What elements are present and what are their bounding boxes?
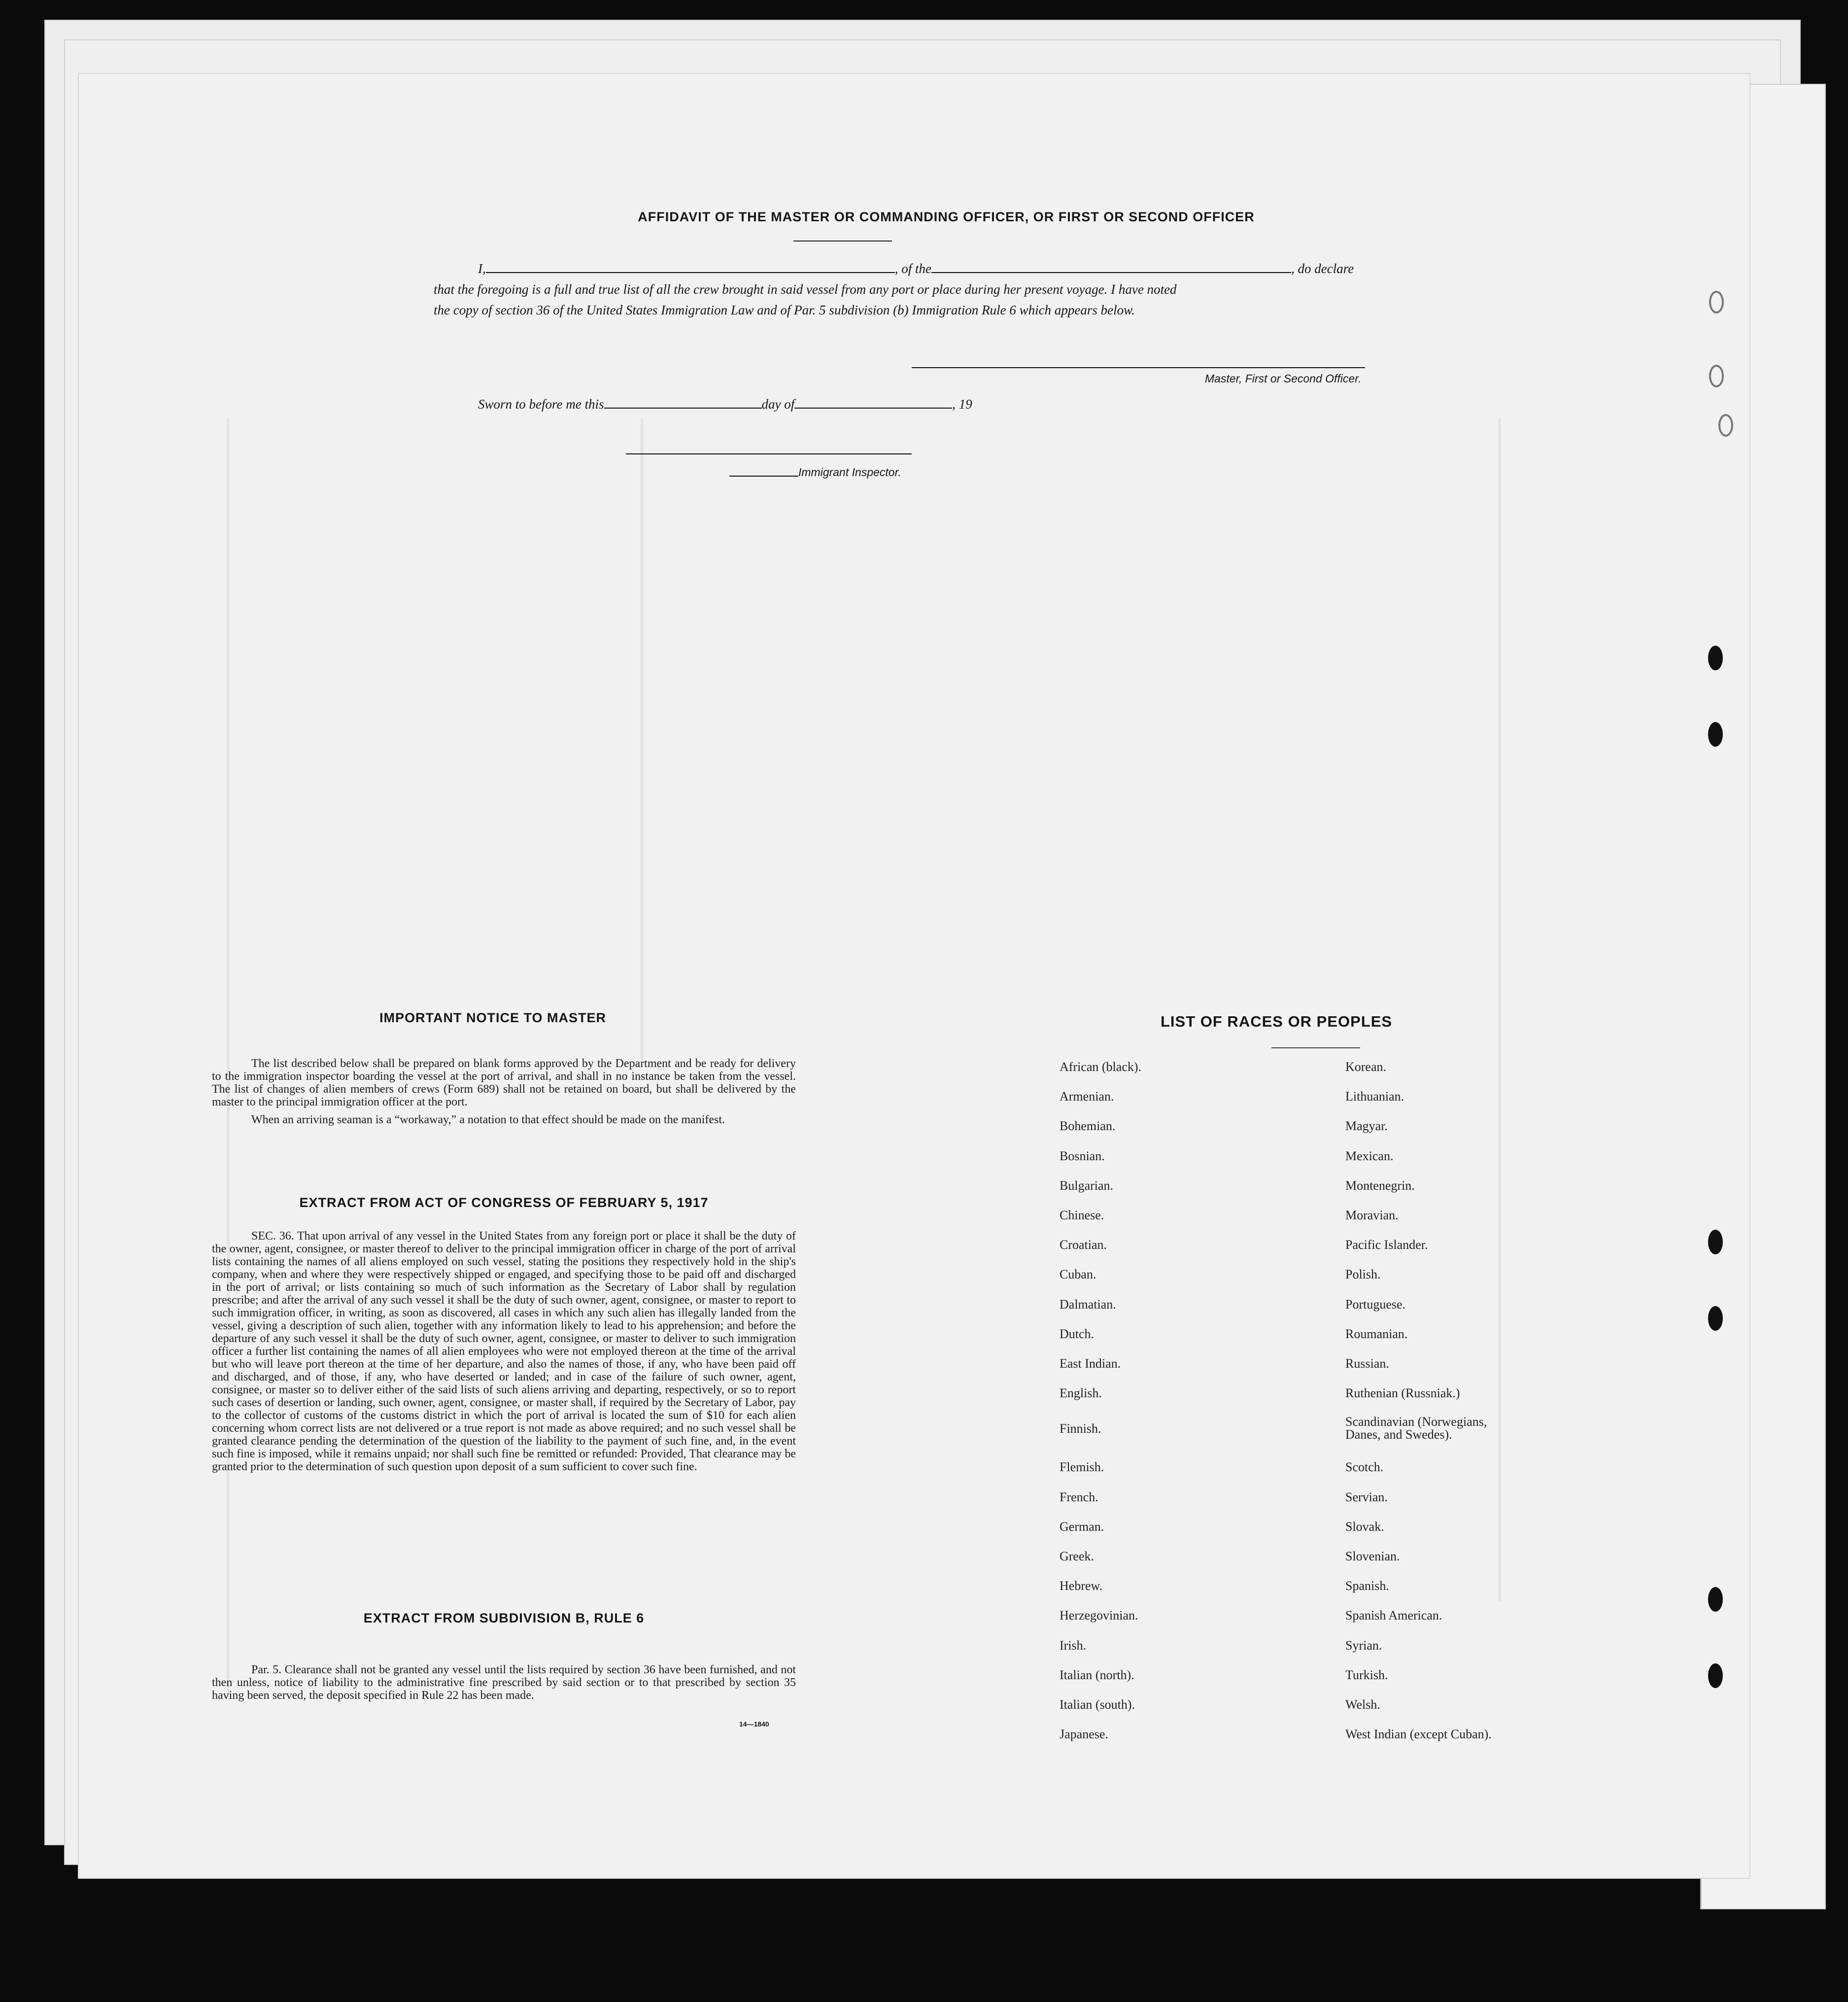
race-item: Servian. [1345,1489,1388,1504]
race-item: Bulgarian. [1060,1178,1114,1193]
race-item: Mexican. [1345,1148,1394,1163]
race-item: Japanese. [1060,1727,1108,1742]
day-of-text: day of [761,397,795,412]
race-item: African (black). [1060,1060,1142,1074]
race-item: Portuguese. [1345,1297,1406,1312]
affidavit-declare: , do declare [1291,261,1354,276]
race-item: Armenian. [1060,1089,1114,1104]
race-item: Bohemian. [1060,1119,1116,1134]
manifest-reverse-page [79,74,1749,1878]
race-item: Greek. [1060,1549,1095,1563]
vessel-blank[interactable] [931,270,1291,273]
inspector-signature-line[interactable] [626,453,912,454]
race-item: Cuban. [1060,1267,1096,1282]
affidavit-i: I, [478,261,486,276]
race-item: Spanish American. [1345,1608,1442,1623]
race-item: West Indian (except Cuban). [1345,1727,1492,1742]
sworn-line [478,397,972,412]
race-item: Slovenian. [1345,1549,1400,1563]
binder-hole [1709,291,1724,313]
affidavit-line-1 [478,261,1354,276]
act-heading: EXTRACT FROM ACT OF CONGRESS OF FEBRUARY 5, 1917 [299,1195,709,1210]
race-item: Moravian. [1345,1208,1399,1222]
race-item: Syrian. [1345,1638,1382,1653]
notice-paragraph-2: When an arriving seaman is a “workaway,” a notation to that effect should be made on the manifest. [251,1113,725,1126]
rule-paragraph: Par. 5. Clearance shall not be granted any vessel until the lists required by section 36 have been furnished, and not then unless, notice of liability to the administrative fine prescribed by said section or to that prescribed by section 35 having been served, the deposit specified in Rule 22 has been made. [212,1663,796,1702]
binder-hole [1708,1306,1723,1331]
bleed-through-mark [641,419,644,1060]
race-item: Korean. [1345,1060,1387,1074]
races-title: LIST OF RACES OR PEOPLES [1161,1013,1393,1030]
race-item: Welsh. [1345,1697,1380,1712]
binder-hole [1709,365,1724,387]
race-item: Turkish. [1345,1667,1388,1682]
binder-hole [1718,414,1733,437]
rule-heading: EXTRACT FROM SUBDIVISION B, RULE 6 [363,1611,645,1625]
race-item: Chinese. [1060,1208,1104,1222]
master-signature-line[interactable] [912,367,1365,368]
race-item: Italian (north). [1060,1667,1134,1682]
affidavit-of-the: , of the [894,261,931,276]
race-item: Slovak. [1345,1519,1384,1534]
race-item: Dalmatian. [1060,1297,1116,1312]
rule-body [212,1663,796,1707]
day-blank[interactable] [604,406,762,409]
race-item: French. [1060,1489,1098,1504]
notice-body [212,1057,796,1131]
race-item: Lithuanian. [1345,1089,1404,1104]
month-blank[interactable] [794,406,952,409]
race-item: Croatian. [1060,1238,1107,1252]
act-body [212,1230,796,1478]
race-item: Scandinavian (Norwegians, Danes, and Swedes). [1345,1415,1487,1442]
notice-heading: IMPORTANT NOTICE TO MASTER [379,1010,606,1025]
inspector-label: Immigrant Inspector. [798,466,901,479]
race-item: English. [1060,1386,1102,1401]
race-item: Hebrew. [1060,1579,1103,1593]
master-signature-label: Master, First or Second Officer. [1205,372,1362,385]
notice-paragraph-1: The list described below shall be prepared on blank forms approved by the Department and be ready for delivery to the immigration inspector boarding the vessel at the port of arrival, and shall in no instance be taken from the vessel. The list of changes of alien members of crews (Form 689) shall not be retained on board, but shall be delivered by the master to the principal immigration officer at the port. [212,1057,796,1108]
race-item: Montenegrin. [1345,1178,1415,1193]
title-rule [793,241,892,242]
sworn-text: Sworn to before me this [478,397,604,412]
affidavit-line-2: that the foregoing is a full and true list of all the crew brought in said vessel from any port or place during her present voyage. I have noted [434,282,1177,297]
race-item: Bosnian. [1060,1148,1105,1163]
year-text: , 19 [952,397,972,412]
race-item: Ruthenian (Russniak.) [1345,1386,1460,1401]
race-item: Irish. [1060,1638,1087,1653]
inspector-short-line [729,476,798,477]
binder-hole [1708,1587,1723,1612]
race-item: Spanish. [1345,1579,1389,1593]
race-item: Pacific Islander. [1345,1238,1428,1252]
affidavit-title: AFFIDAVIT OF THE MASTER OR COMMANDING OFFICER, OR FIRST OR SECOND OFFICER [638,209,1255,224]
race-item: Italian (south). [1060,1697,1135,1712]
form-code: 14—1840 [739,1720,769,1728]
binder-hole [1708,722,1723,747]
binder-hole [1708,1230,1723,1254]
act-section-36: SEC. 36. That upon arrival of any vessel in the United States from any foreign port or place it shall be the duty of the owner, agent, consignee, or master thereof to deliver to the principal immigration officer in charge of the port of arrival lists containing the names of all aliens employed on such vessel, stating the positions they respectively hold in the ship's company, when and where they were respectively shipped or engaged, and specifying those to be paid off and discharged in the port of arrival; or lists containing so much of such information as the Secretary of Labor shall by regulation prescribe; and after the arrival of any such vessel it shall be the duty of such owner, agent, consignee, or master to report to such immigration officer, in writing, as soon as discovered, all cases in which any such alien has illegally landed from the vessel, giving a description of such alien, together with any information likely to lead to his apprehension; and before the departure of any such vessel it shall be the duty of such owner, agent, consignee, or master to deliver to such immigration officer a further list containing the names of all alien employees who were not employed thereon at the time of the arrival but who will leave port thereon at the time of her departure, and also the names of those, if any, who have been paid off and discharged, and of those, if any, who have deserted or landed; and in case of the failure of such owner, agent, consignee, or master so to deliver either of the said lists of such aliens arriving and departing, respectively, or so to report such cases of desertion or landing, such owner, agent, consignee, or master shall, if required by the Secretary of Labor, pay to the collector of customs of the customs district in which the port of arrival is located the sum of $10 for each alien concerning whom correct lists are not delivered or a true report is not made as above required; and no such vessel shall be granted clearance pending the determination of the question of the liability to the payment of such fine, and, in the event such fine is imposed, while it remains unpaid; nor shall such fine be remitted or refunded: Provided, That clearance may be granted prior to the determination of such question upon deposit of a sum sufficient to cover such fine. [212,1230,796,1473]
race-item: Herzegovinian. [1060,1608,1138,1623]
name-blank[interactable] [486,270,895,273]
race-item: Flemish. [1060,1460,1104,1475]
race-item: Scotch. [1345,1460,1384,1475]
race-item: Magyar. [1345,1119,1388,1134]
binder-hole [1708,1663,1723,1688]
race-item: East Indian. [1060,1356,1121,1371]
race-item: Roumanian. [1345,1326,1408,1341]
affidavit-line-3: the copy of section 36 of the United States Immigration Law and of Par. 5 subdivision (b) Immigration Rule 6 which appears below. [434,303,1135,317]
binder-hole [1708,646,1723,670]
race-item: Russian. [1345,1356,1389,1371]
race-item: German. [1060,1519,1104,1534]
race-item: Polish. [1345,1267,1381,1282]
races-title-rule [1271,1047,1360,1048]
race-item: Finnish. [1060,1421,1101,1436]
race-item: Dutch. [1060,1326,1095,1341]
